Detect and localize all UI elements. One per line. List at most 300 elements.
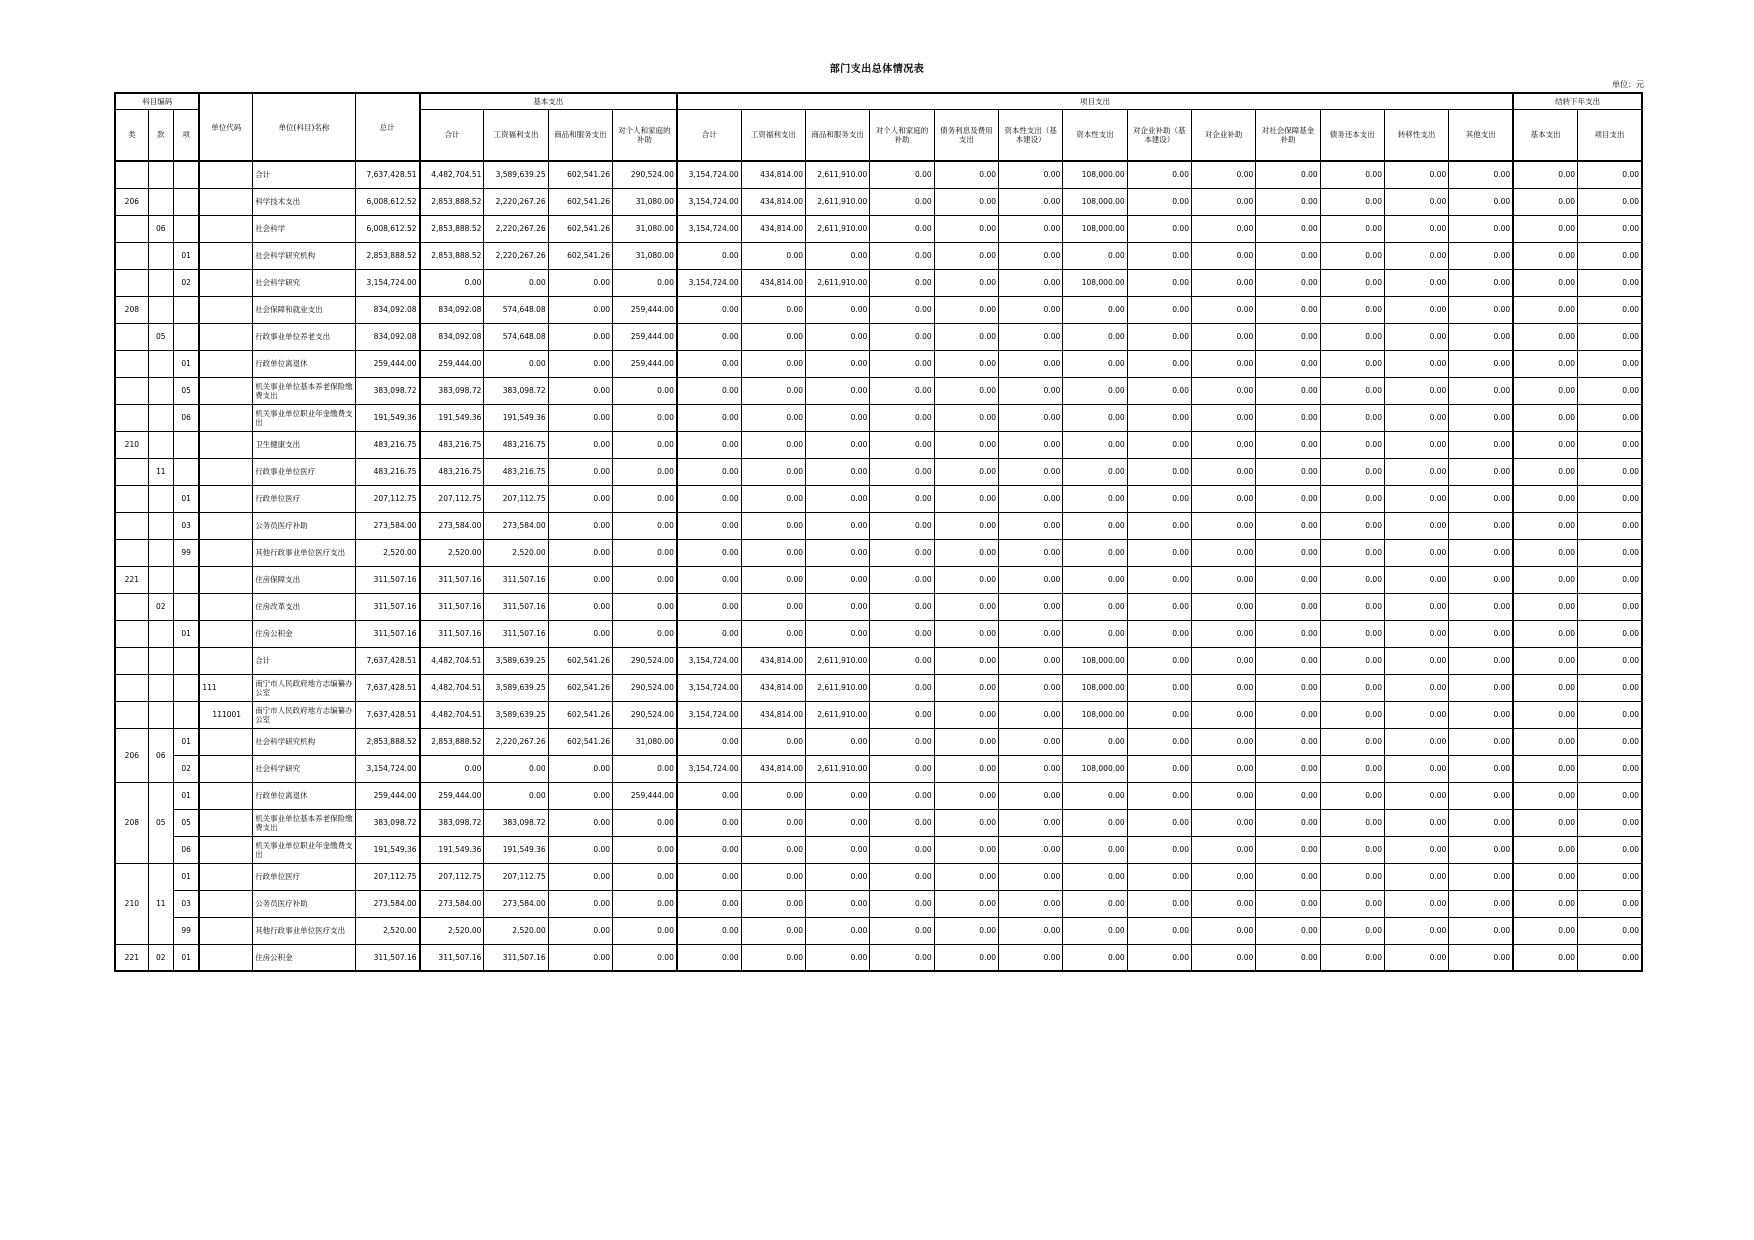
table-row [115,539,1642,566]
amount-cell: 273,584.00 [355,512,419,539]
amount-cell: 0.00 [934,620,998,647]
xiang-cell: 99 [173,917,199,944]
amount-cell: 0.00 [741,566,805,593]
project-col-header: 其他支出 [1449,109,1513,161]
amount-cell: 0.00 [806,566,870,593]
amount-cell: 0.00 [548,620,612,647]
amount-cell: 0.00 [999,674,1063,701]
amount-cell: 0.00 [1384,593,1448,620]
amount-cell: 7,637,428.51 [355,674,419,701]
amount-cell: 0.00 [677,728,741,755]
amount-cell: 0.00 [741,323,805,350]
amount-cell: 0.00 [1578,890,1643,917]
amount-cell: 0.00 [548,944,612,971]
amount-cell: 0.00 [613,620,677,647]
amount-cell: 0.00 [1127,863,1191,890]
amount-cell: 0.00 [1513,539,1577,566]
amount-cell: 434,814.00 [741,674,805,701]
amount-cell: 0.00 [806,485,870,512]
amount-cell: 0.00 [1256,593,1320,620]
amount-cell: 0.00 [548,269,612,296]
unit-code-cell [199,458,252,485]
amount-cell: 0.00 [870,431,934,458]
amount-cell: 602,541.26 [548,188,612,215]
amount-cell: 0.00 [1127,323,1191,350]
name-cell: 行政单位离退休 [253,782,356,809]
amount-cell: 0.00 [677,242,741,269]
kuan-cell: 11 [148,863,173,944]
amount-cell: 0.00 [1191,917,1255,944]
amount-cell: 0.00 [1256,674,1320,701]
lei-cell: 210 [115,863,148,944]
amount-cell: 0.00 [1191,620,1255,647]
unit-code-cell [199,863,252,890]
amount-cell: 0.00 [1578,377,1643,404]
amount-cell: 0.00 [1449,944,1513,971]
amount-cell: 2,611,910.00 [806,701,870,728]
unit-code-cell [199,917,252,944]
xiang-cell [173,701,199,728]
amount-cell: 0.00 [1320,917,1384,944]
name-cell: 机关事业单位基本养老保险缴费支出 [253,809,356,836]
amount-cell: 0.00 [1127,512,1191,539]
unit-code-cell [199,755,252,782]
name-cell: 公务员医疗补助 [253,512,356,539]
amount-cell: 0.00 [548,296,612,323]
amount-cell: 2,520.00 [355,917,419,944]
amount-cell: 0.00 [934,269,998,296]
amount-cell: 0.00 [1578,944,1643,971]
kuan-cell [148,431,173,458]
xiang-cell [173,296,199,323]
kuan-cell [148,512,173,539]
amount-cell: 2,853,888.52 [355,242,419,269]
unit-code-cell [199,809,252,836]
amount-cell: 259,444.00 [355,782,419,809]
amount-cell: 311,507.16 [484,566,548,593]
amount-cell: 0.00 [741,944,805,971]
amount-cell: 3,589,639.25 [484,647,548,674]
unit-code-cell [199,782,252,809]
amount-cell: 0.00 [1127,917,1191,944]
amount-cell: 0.00 [870,512,934,539]
amount-cell: 0.00 [1513,593,1577,620]
amount-cell: 0.00 [741,431,805,458]
amount-cell: 0.00 [1256,323,1320,350]
amount-cell: 0.00 [1320,647,1384,674]
amount-cell: 0.00 [1127,566,1191,593]
table-row [115,890,1642,917]
name-header: 单位(科目)名称 [253,93,356,161]
project-col-header: 对企业补助（基本建设） [1127,109,1191,161]
amount-cell: 191,549.36 [420,836,484,863]
amount-cell: 0.00 [999,566,1063,593]
carry-col-header: 项目支出 [1578,109,1643,161]
amount-cell: 0.00 [1127,485,1191,512]
amount-cell: 602,541.26 [548,161,612,188]
amount-cell: 0.00 [806,404,870,431]
amount-cell: 0.00 [1127,215,1191,242]
amount-cell: 0.00 [1127,620,1191,647]
xiang-cell: 03 [173,890,199,917]
amount-cell: 0.00 [1063,458,1127,485]
amount-cell: 383,098.72 [484,377,548,404]
amount-cell: 207,112.75 [355,863,419,890]
amount-cell: 0.00 [934,890,998,917]
xiang-cell [173,458,199,485]
kuan-cell: 05 [148,782,173,863]
amount-cell: 0.00 [741,863,805,890]
lei-cell: 210 [115,431,148,458]
amount-cell: 2,853,888.52 [420,242,484,269]
amount-cell: 0.00 [1191,674,1255,701]
amount-cell: 0.00 [484,782,548,809]
amount-cell: 0.00 [870,863,934,890]
amount-cell: 602,541.26 [548,647,612,674]
amount-cell: 0.00 [548,917,612,944]
amount-cell: 0.00 [1191,647,1255,674]
amount-cell: 2,611,910.00 [806,647,870,674]
unit-code-cell [199,323,252,350]
lei-cell: 221 [115,566,148,593]
amount-cell: 3,154,724.00 [677,161,741,188]
amount-cell: 0.00 [999,647,1063,674]
amount-cell: 0.00 [999,701,1063,728]
xiang-cell: 02 [173,755,199,782]
amount-cell: 0.00 [1063,566,1127,593]
amount-cell: 4,482,704.51 [420,161,484,188]
amount-cell: 2,611,910.00 [806,161,870,188]
amount-cell: 0.00 [934,350,998,377]
kuan-cell: 02 [148,944,173,971]
amount-cell: 0.00 [870,323,934,350]
amount-cell: 2,520.00 [420,539,484,566]
amount-cell: 0.00 [1513,323,1577,350]
amount-cell: 0.00 [999,782,1063,809]
table-row [115,323,1642,350]
amount-cell: 0.00 [870,782,934,809]
amount-cell: 0.00 [1449,458,1513,485]
amount-cell: 0.00 [1513,458,1577,485]
amount-cell: 0.00 [1256,161,1320,188]
amount-cell: 207,112.75 [420,863,484,890]
name-cell: 行政单位离退休 [253,350,356,377]
amount-cell: 0.00 [613,890,677,917]
amount-cell: 2,220,267.26 [484,728,548,755]
amount-cell: 0.00 [1256,377,1320,404]
amount-cell: 0.00 [1578,242,1643,269]
amount-cell: 0.00 [1063,728,1127,755]
amount-cell: 0.00 [1256,296,1320,323]
amount-cell: 0.00 [1384,512,1448,539]
amount-cell: 191,549.36 [355,836,419,863]
amount-cell: 0.00 [1127,188,1191,215]
amount-cell: 0.00 [1449,431,1513,458]
amount-cell: 0.00 [677,809,741,836]
amount-cell: 0.00 [1384,161,1448,188]
unit-code-cell [199,890,252,917]
amount-cell: 2,220,267.26 [484,188,548,215]
amount-cell: 191,549.36 [420,404,484,431]
amount-cell: 0.00 [934,674,998,701]
lei-cell [115,485,148,512]
amount-cell: 0.00 [1384,566,1448,593]
table-row [115,188,1642,215]
unit-code-cell [199,512,252,539]
amount-cell: 0.00 [613,377,677,404]
amount-cell: 0.00 [1384,863,1448,890]
amount-cell: 0.00 [870,350,934,377]
amount-cell: 0.00 [1384,647,1448,674]
amount-cell: 0.00 [1063,539,1127,566]
amount-cell: 0.00 [1320,593,1384,620]
amount-cell: 0.00 [870,809,934,836]
amount-cell: 0.00 [1256,890,1320,917]
amount-cell: 0.00 [1320,890,1384,917]
amount-cell: 0.00 [1256,836,1320,863]
amount-cell: 434,814.00 [741,269,805,296]
amount-cell: 0.00 [999,728,1063,755]
name-cell: 公务员医疗补助 [253,890,356,917]
amount-cell: 602,541.26 [548,674,612,701]
amount-cell: 2,611,910.00 [806,215,870,242]
amount-cell: 0.00 [870,647,934,674]
amount-cell: 0.00 [999,188,1063,215]
amount-cell: 0.00 [677,593,741,620]
amount-cell: 0.00 [870,161,934,188]
amount-cell: 0.00 [1256,242,1320,269]
amount-cell: 383,098.72 [484,809,548,836]
amount-cell: 0.00 [1127,728,1191,755]
unit-code-cell [199,350,252,377]
amount-cell: 3,154,724.00 [677,701,741,728]
amount-cell: 2,611,910.00 [806,269,870,296]
amount-cell: 0.00 [1191,863,1255,890]
amount-cell: 0.00 [1449,890,1513,917]
amount-cell: 0.00 [1191,269,1255,296]
amount-cell: 0.00 [1063,944,1127,971]
lei-cell [115,161,148,188]
amount-cell: 0.00 [870,242,934,269]
amount-cell: 0.00 [1384,944,1448,971]
name-cell: 行政单位医疗 [253,863,356,890]
amount-cell: 0.00 [1191,836,1255,863]
amount-cell: 0.00 [1320,836,1384,863]
amount-cell: 0.00 [677,539,741,566]
amount-cell: 0.00 [420,755,484,782]
amount-cell: 259,444.00 [420,782,484,809]
basic-col-header: 合计 [420,109,484,161]
amount-cell: 0.00 [934,512,998,539]
amount-cell: 0.00 [1320,485,1384,512]
project-col-header: 对企业补助 [1191,109,1255,161]
amount-cell: 0.00 [677,350,741,377]
xiang-cell: 01 [173,350,199,377]
amount-cell: 207,112.75 [484,485,548,512]
amount-cell: 0.00 [1384,890,1448,917]
amount-cell: 259,444.00 [613,782,677,809]
amount-cell: 0.00 [1191,566,1255,593]
amount-cell: 290,524.00 [613,647,677,674]
amount-cell: 0.00 [1063,782,1127,809]
amount-cell: 0.00 [934,323,998,350]
amount-cell: 0.00 [934,566,998,593]
amount-cell: 273,584.00 [420,512,484,539]
amount-cell: 0.00 [1384,485,1448,512]
amount-cell: 0.00 [677,404,741,431]
amount-cell: 0.00 [934,593,998,620]
amount-cell: 0.00 [870,269,934,296]
unit-code-cell [199,431,252,458]
amount-cell: 0.00 [548,458,612,485]
amount-cell: 0.00 [1320,458,1384,485]
amount-cell: 311,507.16 [420,566,484,593]
amount-cell: 0.00 [999,890,1063,917]
amount-cell: 0.00 [806,782,870,809]
amount-cell: 0.00 [870,566,934,593]
table-row [115,215,1642,242]
amount-cell: 31,080.00 [613,215,677,242]
amount-cell: 0.00 [1578,458,1643,485]
amount-cell: 0.00 [999,485,1063,512]
lei-cell: 208 [115,296,148,323]
amount-cell: 0.00 [548,755,612,782]
amount-cell: 0.00 [613,566,677,593]
kuan-cell [148,296,173,323]
amount-cell: 0.00 [934,485,998,512]
amount-cell: 0.00 [1449,296,1513,323]
kuan-cell [148,188,173,215]
kuan-cell [148,377,173,404]
amount-cell: 31,080.00 [613,728,677,755]
amount-cell: 0.00 [1384,782,1448,809]
amount-cell: 602,541.26 [548,728,612,755]
amount-cell: 0.00 [741,350,805,377]
amount-cell: 0.00 [1320,350,1384,377]
amount-cell: 0.00 [1384,917,1448,944]
amount-cell: 3,589,639.25 [484,161,548,188]
amount-cell: 0.00 [1578,485,1643,512]
amount-cell: 574,648.08 [484,296,548,323]
amount-cell: 0.00 [870,377,934,404]
amount-cell: 0.00 [1384,755,1448,782]
table-body [115,161,1642,971]
xiang-header: 项 [173,109,199,161]
amount-cell: 259,444.00 [355,350,419,377]
unit-label: 单位：元 [1612,80,1644,89]
amount-cell: 0.00 [548,593,612,620]
project-col-header: 工资福利支出 [741,109,805,161]
amount-cell: 0.00 [934,242,998,269]
amount-cell: 0.00 [806,458,870,485]
amount-cell: 383,098.72 [355,377,419,404]
amount-cell: 0.00 [1320,161,1384,188]
amount-cell: 0.00 [806,296,870,323]
amount-cell: 0.00 [870,944,934,971]
xiang-cell: 02 [173,269,199,296]
amount-cell: 0.00 [934,296,998,323]
amount-cell: 0.00 [1127,377,1191,404]
amount-cell: 0.00 [999,215,1063,242]
amount-cell: 0.00 [1384,296,1448,323]
amount-cell: 0.00 [999,377,1063,404]
lei-cell [115,350,148,377]
amount-cell: 0.00 [870,215,934,242]
amount-cell: 0.00 [1191,377,1255,404]
project-col-header: 资本性支出 [1063,109,1127,161]
table-row [115,269,1642,296]
amount-cell: 0.00 [806,944,870,971]
amount-cell: 0.00 [870,485,934,512]
amount-cell: 0.00 [1320,323,1384,350]
amount-cell: 0.00 [1449,674,1513,701]
amount-cell: 0.00 [806,917,870,944]
amount-cell: 0.00 [613,269,677,296]
amount-cell: 0.00 [999,242,1063,269]
xiang-cell: 01 [173,242,199,269]
amount-cell: 0.00 [1191,404,1255,431]
amount-cell: 0.00 [677,566,741,593]
amount-cell: 7,637,428.51 [355,647,419,674]
amount-cell: 0.00 [741,458,805,485]
amount-cell: 0.00 [1449,350,1513,377]
name-cell: 南宁市人民政府地方志编纂办公室 [253,701,356,728]
amount-cell: 0.00 [806,890,870,917]
amount-cell: 0.00 [548,539,612,566]
amount-cell: 0.00 [1320,539,1384,566]
amount-cell: 0.00 [999,431,1063,458]
amount-cell: 0.00 [1191,296,1255,323]
amount-cell: 0.00 [1513,404,1577,431]
amount-cell: 0.00 [999,836,1063,863]
table-row [115,566,1642,593]
amount-cell: 0.00 [1320,728,1384,755]
table-row [115,728,1642,755]
amount-cell: 0.00 [1578,755,1643,782]
amount-cell: 0.00 [1127,458,1191,485]
table-header [115,93,1642,161]
amount-cell: 3,589,639.25 [484,674,548,701]
amount-cell: 0.00 [677,782,741,809]
amount-cell: 0.00 [741,377,805,404]
amount-cell: 0.00 [613,917,677,944]
table-row [115,377,1642,404]
amount-cell: 0.00 [1191,458,1255,485]
amount-cell: 0.00 [741,242,805,269]
expenditure-table [114,92,1643,972]
amount-cell: 0.00 [1320,242,1384,269]
amount-cell: 0.00 [484,269,548,296]
xiang-cell [173,593,199,620]
amount-cell: 434,814.00 [741,647,805,674]
amount-cell: 0.00 [741,593,805,620]
amount-cell: 0.00 [1449,782,1513,809]
amount-cell: 0.00 [741,512,805,539]
amount-cell: 0.00 [934,215,998,242]
table-row [115,350,1642,377]
amount-cell: 0.00 [1127,404,1191,431]
unit-code-cell [199,566,252,593]
lei-cell [115,674,148,701]
amount-cell: 2,520.00 [355,539,419,566]
amount-cell: 0.00 [1063,512,1127,539]
amount-cell: 0.00 [999,593,1063,620]
amount-cell: 3,154,724.00 [677,755,741,782]
amount-cell: 483,216.75 [420,458,484,485]
amount-cell: 0.00 [1578,539,1643,566]
amount-cell: 0.00 [1063,485,1127,512]
name-cell: 机关事业单位基本养老保险缴费支出 [253,377,356,404]
